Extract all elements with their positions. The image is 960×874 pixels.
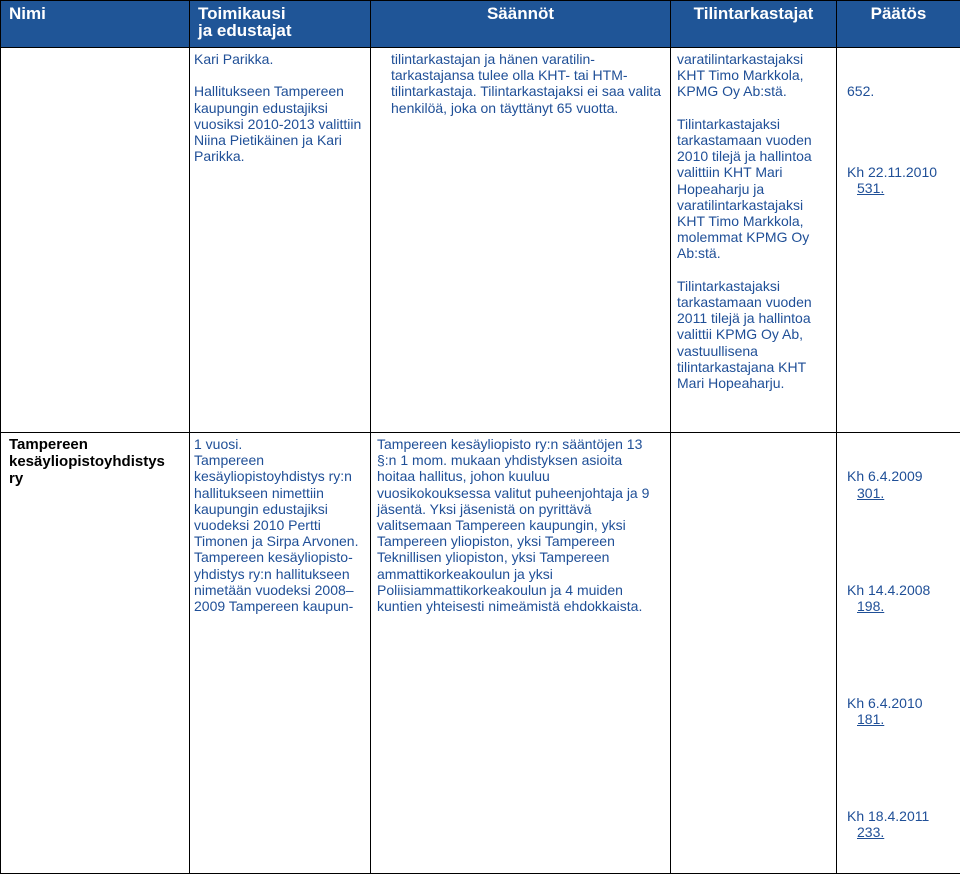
- decision-number[interactable]: 531.: [857, 180, 884, 196]
- decision-number[interactable]: 301.: [857, 485, 884, 501]
- header-name: Nimi: [1, 1, 190, 48]
- decision-date: Kh 6.4.2009: [847, 468, 923, 484]
- header-row: [1, 1, 960, 48]
- table-row: [1, 48, 960, 433]
- decision-date: Kh 14.4.2008: [847, 582, 930, 598]
- decision-number[interactable]: 233.: [857, 824, 884, 840]
- table-row: [1, 433, 960, 874]
- row-term: Kari Parikka. Hallitukseen Tampereen kaupungin edustajiksi vuosiksi 2010-2013 valittiin Niina Pietikäinen ja Kari Parikka.: [190, 48, 371, 433]
- row-name: [1, 48, 190, 433]
- row-decisions: [837, 433, 960, 874]
- decision-number[interactable]: 198.: [857, 598, 884, 614]
- decision-ref[interactable]: [847, 679, 956, 744]
- decision-ref: [847, 67, 956, 99]
- row-auditors: varatilintarkastajaksi KHT Timo Markkola, KPMG Oy Ab:stä. Tilintarkastajaksi tarkastamaan vuoden 2010 tilejä ja hallintoa valittiin KHT Mari Hopeaharju ja varatilintarkastajaksi KHT Timo Markkola, molemmat KPMG Oy Ab:stä. Tilintarkastajaksi tarkastamaan vuoden 2011 tilejä ja hallintoa valittii KPMG Oy Ab, vastuullisena tilintarkastajana KHT Mari Hopeaharju.: [671, 48, 837, 433]
- row-name: Tampereen kesäyliopistoyhdistys ry: [1, 433, 190, 874]
- row-auditors: [671, 433, 837, 874]
- decision-date: 652.: [847, 83, 874, 99]
- header-decisions: Päätös: [837, 1, 960, 48]
- decision-number[interactable]: 181.: [857, 711, 884, 727]
- decision-date: Kh 18.4.2011: [847, 808, 929, 824]
- decision-ref[interactable]: [847, 565, 956, 630]
- row-decisions: [837, 48, 960, 433]
- decision-ref[interactable]: [847, 452, 956, 517]
- header-auditors: Tilintarkastajat: [671, 1, 837, 48]
- decision-ref[interactable]: [847, 148, 956, 213]
- row-rules: Tampereen kesäyliopisto ry:n sääntöjen 13 §:n 1 mom. mukaan yhdistyksen asioita hoitaa hallitus, johon kuuluu vuosikokouksessa valitut puheenjohtaja ja 9 jäsentä. Yksi jäsenistä on pyrittävä valitsemaan Tampereen kaupungin, yksi Tampereen yliopiston, yksi Tampereen Teknillisen yliopiston, yksi Tampereen ammattikorkeakoulun ja yksi Poliisiammattikorkeakoulun ja 4 muiden kuntien yhteisesti nimeämistä ehdokkaista.: [371, 433, 671, 874]
- row-rules: tilintarkastajan ja hänen varatilin-tarkastajansa tulee olla KHT- tai HTM-tilintarkastaja. Tilintarkastajaksi ei saa valita henkilöä, joka on täyttänyt 65 vuotta.: [371, 48, 671, 433]
- decision-date: Kh 22.11.2010: [847, 164, 937, 180]
- header-term: Toimikausi ja edustajat: [190, 1, 371, 48]
- decision-date: Kh 6.4.2010: [847, 695, 923, 711]
- header-rules: Säännöt: [371, 1, 671, 48]
- decision-ref[interactable]: [847, 792, 956, 857]
- row-term: 1 vuosi. Tampereen kesäyliopistoyhdistys ry:n hallitukseen nimettiin kaupungin edustajiksi vuodeksi 2010 Pertti Timonen ja Sirpa Arvonen. Tampereen kesäyliopisto-yhdistys ry:n hallitukseen nimetään vuodeksi 2008–2009 Tampereen kaupun-: [190, 433, 371, 874]
